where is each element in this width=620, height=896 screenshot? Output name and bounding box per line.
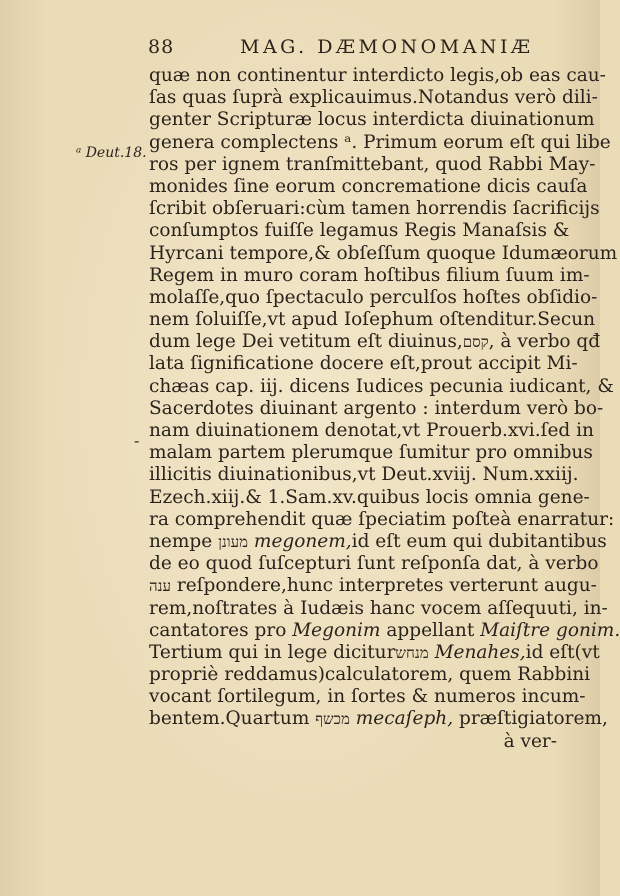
hebrew-word: ענה xyxy=(149,577,171,596)
text-line: lata ſignificatione docere eſt,prout accipit Mi- xyxy=(149,353,578,375)
text-line: propriè reddamus)calculatorem, quem Rabbini xyxy=(149,664,591,686)
text-line: Regem in muro coram hoſtibus filium ſuum im- xyxy=(149,264,590,286)
marginal-note: ᵃ Deut.18. xyxy=(76,145,147,161)
hebrew-word: קסם xyxy=(462,333,489,352)
text-segment: bentem.Quartum xyxy=(149,708,310,730)
text-line: molaſſe,quo ſpectaculo perculſos hoſtes obſidio- xyxy=(149,286,598,308)
text-segment: Tertium qui in lege dicitur xyxy=(149,641,396,663)
text-segment: , à verbo qđ xyxy=(488,331,601,353)
text-line: nam diuinationem denotat,vt Prouerb.xvi.ſed in xyxy=(149,420,594,441)
text-line: conſumptos fuiſſe legamus Regis Manaſsis & xyxy=(149,220,570,242)
text-line xyxy=(149,708,608,730)
text-line: ros per ignem tranſmittebant, quod Rabbi May- xyxy=(149,153,596,175)
text-segment: nempe xyxy=(149,530,213,552)
text-line xyxy=(149,575,597,597)
text-line: ra comprehendit quæ ſpeciatim poſteà enarratur: xyxy=(149,508,615,530)
text-line: monides ſine eorum concrematione dicis cauſa xyxy=(149,175,588,197)
text-line: Ezech.xiij.& 1.Sam.xv.quibus locis omnia gene- xyxy=(149,486,590,508)
italic-word: mecaſeph, xyxy=(355,708,454,730)
text-line xyxy=(149,619,620,642)
text-line: illicitis diuinationibus,vt Deut.xviij. Num.xxiij. xyxy=(149,464,579,486)
text-segment: dum lege Dei vetitum eſt diuinus, xyxy=(149,331,463,353)
body-text xyxy=(149,65,620,753)
text-line: genter Scripturæ locus interdicta diuinationum xyxy=(149,109,595,131)
text-line: Sacerdotes diuinant argento : interdum verò bo- xyxy=(149,397,604,419)
text-segment: reſpondere,hunc interpretes verterunt augu- xyxy=(176,575,597,597)
text-segment: appellant xyxy=(386,619,475,641)
hebrew-word: מעונן xyxy=(218,532,249,551)
text-line: Hyrcani tempore,& obſeſſum quoque Idumæorum xyxy=(149,242,618,264)
hebrew-word: מכשף xyxy=(315,710,350,729)
text-segment: id eſt(vt xyxy=(525,641,600,663)
text-segment: id eſt eum qui dubitantibus xyxy=(351,530,607,552)
italic-word: megonem, xyxy=(253,530,352,552)
text-line: rem,noſtrates à Iudæis hanc vocem aſſequuti, in- xyxy=(149,597,608,619)
page-header xyxy=(148,36,552,62)
text-line: nem ſoluiſſe,vt apud Ioſephum oſtenditur.Secun xyxy=(149,309,596,331)
italic-word: Megonim xyxy=(292,619,381,641)
text-segment: cantatores pro xyxy=(149,619,287,641)
text-line xyxy=(149,641,600,664)
italic-word: Menahes, xyxy=(434,641,526,663)
margin-mark: - xyxy=(134,431,140,450)
hebrew-word: מנחש xyxy=(395,643,429,662)
catchword: à ver- xyxy=(503,730,557,752)
text-line: ſas quas ſuprà explicauimus.Notandus verò dili- xyxy=(149,87,598,109)
text-line: ſcribit obſeruari:cùm tamen horrendis ſacrificijs xyxy=(149,198,600,220)
text-line xyxy=(149,530,607,553)
text-line: genera complectens ᵃ. Primum eorum eſt qui libe xyxy=(149,131,611,153)
running-title: MAG. DÆMONOMANIÆ xyxy=(240,36,534,58)
text-line: chæas cap. iij. dicens Iudices pecunia iudicant, & xyxy=(149,375,614,397)
italic-word: Maiſtre gonim. xyxy=(480,619,620,641)
text-line: malam partem plerumque ſumitur pro omnibus xyxy=(149,442,593,464)
text-line xyxy=(149,331,601,353)
text-line: vocant ſortilegum, in ſortes & numeros incum- xyxy=(149,686,586,708)
text-line: de eo quod ſuſcepturi ſunt reſponſa dat, à verbo xyxy=(149,553,599,575)
text-segment: præſtigiatorem, xyxy=(458,708,608,730)
folio-number: 88 xyxy=(148,36,175,58)
text-line: quæ non continentur interdicto legis,ob eas cau- xyxy=(149,65,606,86)
